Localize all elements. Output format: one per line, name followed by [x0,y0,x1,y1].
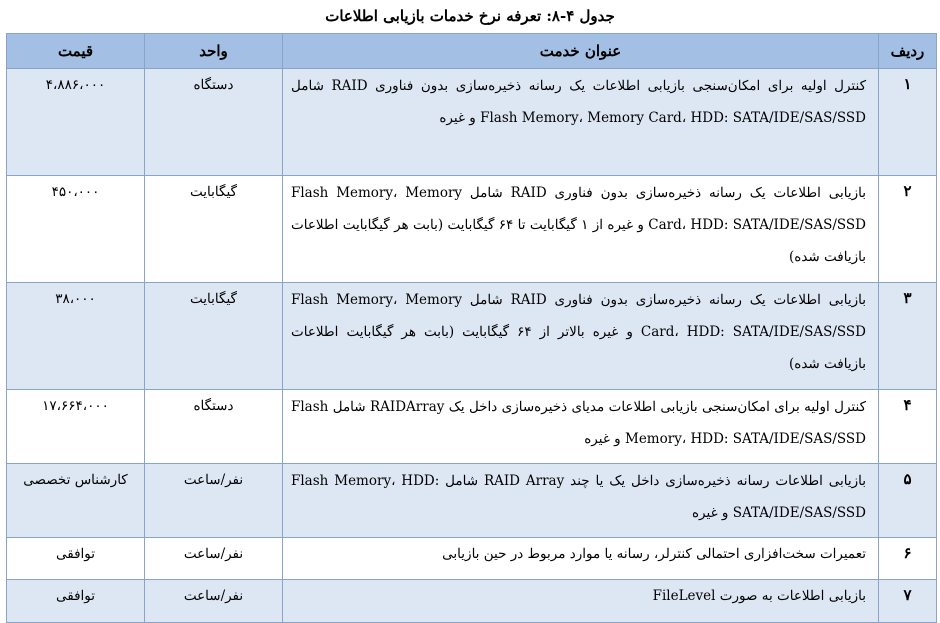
table-row [7,176,937,283]
price-cell: کارشناس تخصصی [7,464,145,538]
row-number: ۱ [879,69,937,176]
unit-cell: نفر/ساعت [145,580,283,623]
price-cell: ۱۷،۶۶۴،۰۰۰ [7,390,145,464]
table-row [7,283,937,390]
table-row [7,464,937,538]
unit-cell: نفر/ساعت [145,464,283,538]
row-number: ۳ [879,283,937,390]
row-number: ۵ [879,464,937,538]
table-row [7,390,937,464]
row-number: ۲ [879,176,937,283]
table-caption: جدول ۴-۸: تعرفه نرخ خدمات بازیابی اطلاعات [325,7,615,25]
table-row [7,69,937,176]
price-cell: ۴۵۰،۰۰۰ [7,176,145,283]
price-cell: ۴،۸۸۶،۰۰۰ [7,69,145,176]
service-title: بازیابی اطلاعات به صورت FileLevel [283,580,879,623]
price-cell: توافقی [7,538,145,580]
service-title: بازیابی اطلاعات یک رسانه ذخیره‌سازی بدون فناوری RAID شامل Flash Memory، Memory Card، HDD: SATA/IDE/SAS/SSD و غیره بالاتر از ۶۴ گیگابایت (بابت هر گیگابایت اطلاعات بازیافت شده) [283,283,879,390]
row-number: ۴ [879,390,937,464]
service-title: کنترل اولیه برای امکان‌سنجی بازیابی اطلاعات مدیای ذخیره‌سازی داخل یک RAIDArray شامل Flash Memory، HDD: SATA/IDE/SAS/SSD و غیره [283,390,879,464]
row-number: ۷ [879,580,937,623]
table-row [7,538,937,580]
header-price: قیمت [7,34,145,69]
service-title: بازیابی اطلاعات یک رسانه ذخیره‌سازی بدون فناوری RAID شامل Flash Memory، Memory Card، HDD: SATA/IDE/SAS/SSD و غیره از ۱ گیگابایت تا ۶۴ گیگابایت (بابت هر گیگابایت اطلاعات بازیافت شده) [283,176,879,283]
unit-cell: دستگاه [145,390,283,464]
table-header-row [7,34,937,69]
header-unit: واحد [145,34,283,69]
price-cell: توافقی [7,580,145,623]
header-row-number: ردیف [879,34,937,69]
tariff-table [6,33,937,623]
unit-cell: دستگاه [145,69,283,176]
unit-cell: گیگابایت [145,176,283,283]
service-title: کنترل اولیه برای امکان‌سنجی بازیابی اطلاعات یک رسانه ذخیره‌سازی بدون فناوری RAID شامل Flash Memory، Memory Card، HDD: SATA/IDE/SAS/SSD و غیره [283,69,879,176]
row-number: ۶ [879,538,937,580]
service-title: بازیابی اطلاعات رسانه ذخیره‌سازی داخل یک یا چند RAID Array شامل Flash Memory، HDD: SATA/IDE/SAS/SSD و غیره [283,464,879,538]
unit-cell: گیگابایت [145,283,283,390]
table-row [7,580,937,623]
header-service-title: عنوان خدمت [283,34,879,69]
unit-cell: نفر/ساعت [145,538,283,580]
price-cell: ۳۸،۰۰۰ [7,283,145,390]
service-title: تعمیرات سخت‌افزاری احتمالی کنترلر، رسانه یا موارد مربوط در حین بازیابی [283,538,879,580]
